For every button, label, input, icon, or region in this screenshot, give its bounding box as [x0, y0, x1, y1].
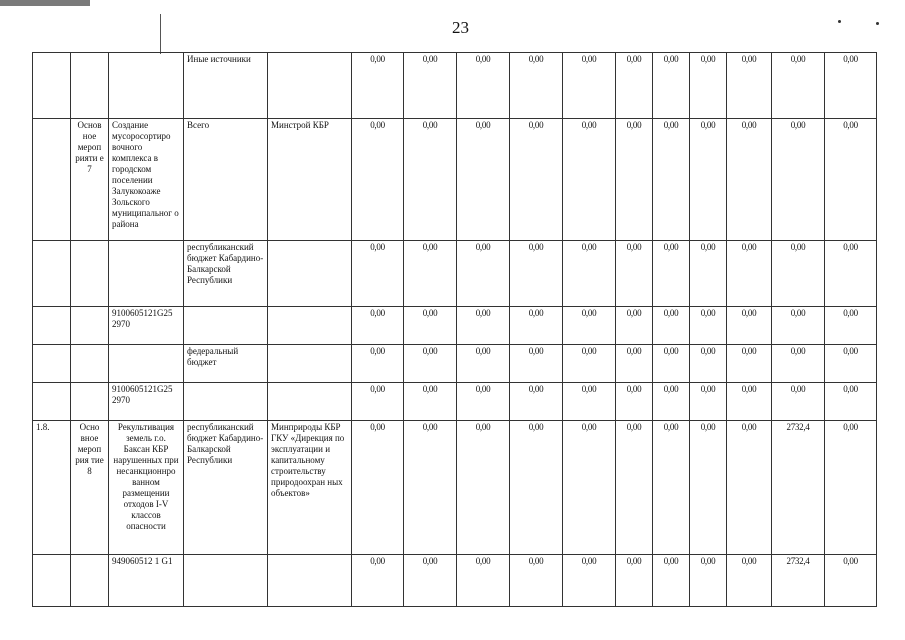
value-cell: 0,00 [616, 421, 653, 555]
value-cell: 0,00 [563, 119, 616, 241]
value-cell: 0,00 [457, 383, 510, 421]
value-cell: 0,00 [352, 555, 404, 607]
value-cell: 0,00 [404, 555, 457, 607]
value-cell: 0,00 [772, 241, 825, 307]
value-cell: 0,00 [616, 307, 653, 345]
funding-source-cell [184, 307, 268, 345]
value-cell: 0,00 [690, 383, 727, 421]
value-cell: 0,00 [616, 555, 653, 607]
value-cell: 0,00 [825, 53, 877, 119]
value-cell: 0,00 [457, 119, 510, 241]
value-cell: 0,00 [727, 345, 772, 383]
value-cell: 0,00 [616, 119, 653, 241]
value-cell: 0,00 [772, 307, 825, 345]
row-number-cell [33, 119, 71, 241]
value-cell: 0,00 [352, 119, 404, 241]
table-row [33, 383, 877, 421]
executor-cell [268, 345, 352, 383]
value-cell: 0,00 [457, 307, 510, 345]
measure-type-cell [71, 555, 109, 607]
value-cell: 0,00 [653, 241, 690, 307]
value-cell: 0,00 [510, 383, 563, 421]
value-cell: 0,00 [772, 119, 825, 241]
value-cell: 0,00 [457, 421, 510, 555]
measure-type-cell [71, 241, 109, 307]
scan-speck [838, 20, 841, 23]
value-cell: 0,00 [457, 345, 510, 383]
value-cell: 0,00 [404, 53, 457, 119]
value-cell: 0,00 [510, 53, 563, 119]
executor-cell [268, 555, 352, 607]
value-cell: 0,00 [352, 307, 404, 345]
value-cell: 0,00 [825, 421, 877, 555]
value-cell: 0,00 [404, 345, 457, 383]
value-cell: 0,00 [457, 241, 510, 307]
value-cell: 0,00 [653, 555, 690, 607]
funding-source-cell: республиканский бюджет Кабардино- Балкарской Республики [184, 421, 268, 555]
value-cell: 0,00 [825, 119, 877, 241]
value-cell: 2732,4 [772, 555, 825, 607]
value-cell: 0,00 [727, 307, 772, 345]
scan-line [160, 14, 161, 54]
budget-table [32, 52, 877, 607]
value-cell: 0,00 [457, 53, 510, 119]
measure-type-cell [71, 345, 109, 383]
measure-type-cell: Осно вное мероп рия тие 8 [71, 421, 109, 555]
value-cell: 0,00 [457, 555, 510, 607]
value-cell: 0,00 [404, 119, 457, 241]
row-number-cell [33, 383, 71, 421]
row-number-cell [33, 53, 71, 119]
row-number-cell [33, 345, 71, 383]
value-cell: 0,00 [510, 345, 563, 383]
table-row [33, 307, 877, 345]
measure-type-cell [71, 53, 109, 119]
value-cell: 0,00 [352, 241, 404, 307]
value-cell: 0,00 [352, 421, 404, 555]
row-number-cell [33, 241, 71, 307]
table-row [33, 241, 877, 307]
executor-cell [268, 53, 352, 119]
measure-name-cell: Рекультивация земель г.о. Баксан КБР нарушенных при несанкционнро ванном размещении отходов I-V классов опасности [109, 421, 184, 555]
value-cell: 0,00 [825, 307, 877, 345]
value-cell: 0,00 [404, 421, 457, 555]
value-cell: 0,00 [653, 421, 690, 555]
value-cell: 0,00 [563, 421, 616, 555]
value-cell: 0,00 [653, 53, 690, 119]
value-cell: 0,00 [563, 53, 616, 119]
value-cell: 0,00 [510, 307, 563, 345]
value-cell: 0,00 [653, 307, 690, 345]
value-cell: 0,00 [404, 307, 457, 345]
table-row [33, 421, 877, 555]
funding-source-cell [184, 555, 268, 607]
value-cell: 0,00 [727, 241, 772, 307]
value-cell: 0,00 [404, 383, 457, 421]
measure-name-cell [109, 345, 184, 383]
executor-cell: Минстрой КБР [268, 119, 352, 241]
value-cell: 0,00 [727, 53, 772, 119]
value-cell: 0,00 [563, 307, 616, 345]
value-cell: 0,00 [653, 345, 690, 383]
funding-source-cell: Иные источники [184, 53, 268, 119]
value-cell: 0,00 [727, 555, 772, 607]
value-cell: 0,00 [727, 119, 772, 241]
value-cell: 0,00 [563, 345, 616, 383]
measure-type-cell [71, 307, 109, 345]
funding-source-cell: Всего [184, 119, 268, 241]
executor-cell [268, 307, 352, 345]
page-number: 23 [452, 18, 469, 37]
value-cell: 0,00 [690, 119, 727, 241]
value-cell: 0,00 [563, 383, 616, 421]
measure-name-cell: 9100605121G25 2970 [109, 383, 184, 421]
scan-mark [0, 0, 90, 6]
row-number-cell: 1.8. [33, 421, 71, 555]
value-cell: 0,00 [825, 345, 877, 383]
value-cell: 0,00 [727, 421, 772, 555]
value-cell: 0,00 [510, 421, 563, 555]
value-cell: 0,00 [772, 383, 825, 421]
value-cell: 0,00 [563, 241, 616, 307]
value-cell: 0,00 [616, 345, 653, 383]
executor-cell: Минприроды КБР ГКУ «Дирекция по эксплуатации и капитальному строительству природоохран ных объектов» [268, 421, 352, 555]
measure-name-cell [109, 53, 184, 119]
value-cell: 0,00 [616, 241, 653, 307]
value-cell: 0,00 [352, 345, 404, 383]
value-cell: 0,00 [690, 53, 727, 119]
value-cell: 0,00 [690, 555, 727, 607]
value-cell: 0,00 [772, 53, 825, 119]
measure-name-cell: 949060512 1 G1 [109, 555, 184, 607]
value-cell: 0,00 [772, 345, 825, 383]
funding-source-cell [184, 383, 268, 421]
measure-type-cell: Основ ное мероп рияти е 7 [71, 119, 109, 241]
table-row [33, 345, 877, 383]
value-cell: 0,00 [727, 383, 772, 421]
value-cell: 0,00 [825, 383, 877, 421]
value-cell: 0,00 [404, 241, 457, 307]
row-number-cell [33, 307, 71, 345]
value-cell: 0,00 [352, 383, 404, 421]
value-cell: 0,00 [690, 421, 727, 555]
value-cell: 0,00 [352, 53, 404, 119]
funding-source-cell: федеральный бюджет [184, 345, 268, 383]
value-cell: 0,00 [616, 53, 653, 119]
funding-source-cell: республиканский бюджет Кабардино- Балкарской Республики [184, 241, 268, 307]
table-row [33, 555, 877, 607]
value-cell: 0,00 [690, 345, 727, 383]
value-cell: 0,00 [653, 119, 690, 241]
value-cell: 0,00 [510, 555, 563, 607]
value-cell: 0,00 [825, 241, 877, 307]
executor-cell [268, 241, 352, 307]
value-cell: 0,00 [510, 119, 563, 241]
measure-name-cell: Создание мусоросортиро вочного комплекса в городском поселении Залукокоаже Зольского муниципальног о района [109, 119, 184, 241]
measure-name-cell: 9100605121G25 2970 [109, 307, 184, 345]
measure-name-cell [109, 241, 184, 307]
value-cell: 0,00 [653, 383, 690, 421]
value-cell: 2732,4 [772, 421, 825, 555]
table-row [33, 53, 877, 119]
executor-cell [268, 383, 352, 421]
scan-speck [876, 22, 879, 25]
value-cell: 0,00 [510, 241, 563, 307]
value-cell: 0,00 [825, 555, 877, 607]
measure-type-cell [71, 383, 109, 421]
value-cell: 0,00 [563, 555, 616, 607]
value-cell: 0,00 [690, 241, 727, 307]
table-row [33, 119, 877, 241]
value-cell: 0,00 [616, 383, 653, 421]
row-number-cell [33, 555, 71, 607]
value-cell: 0,00 [690, 307, 727, 345]
